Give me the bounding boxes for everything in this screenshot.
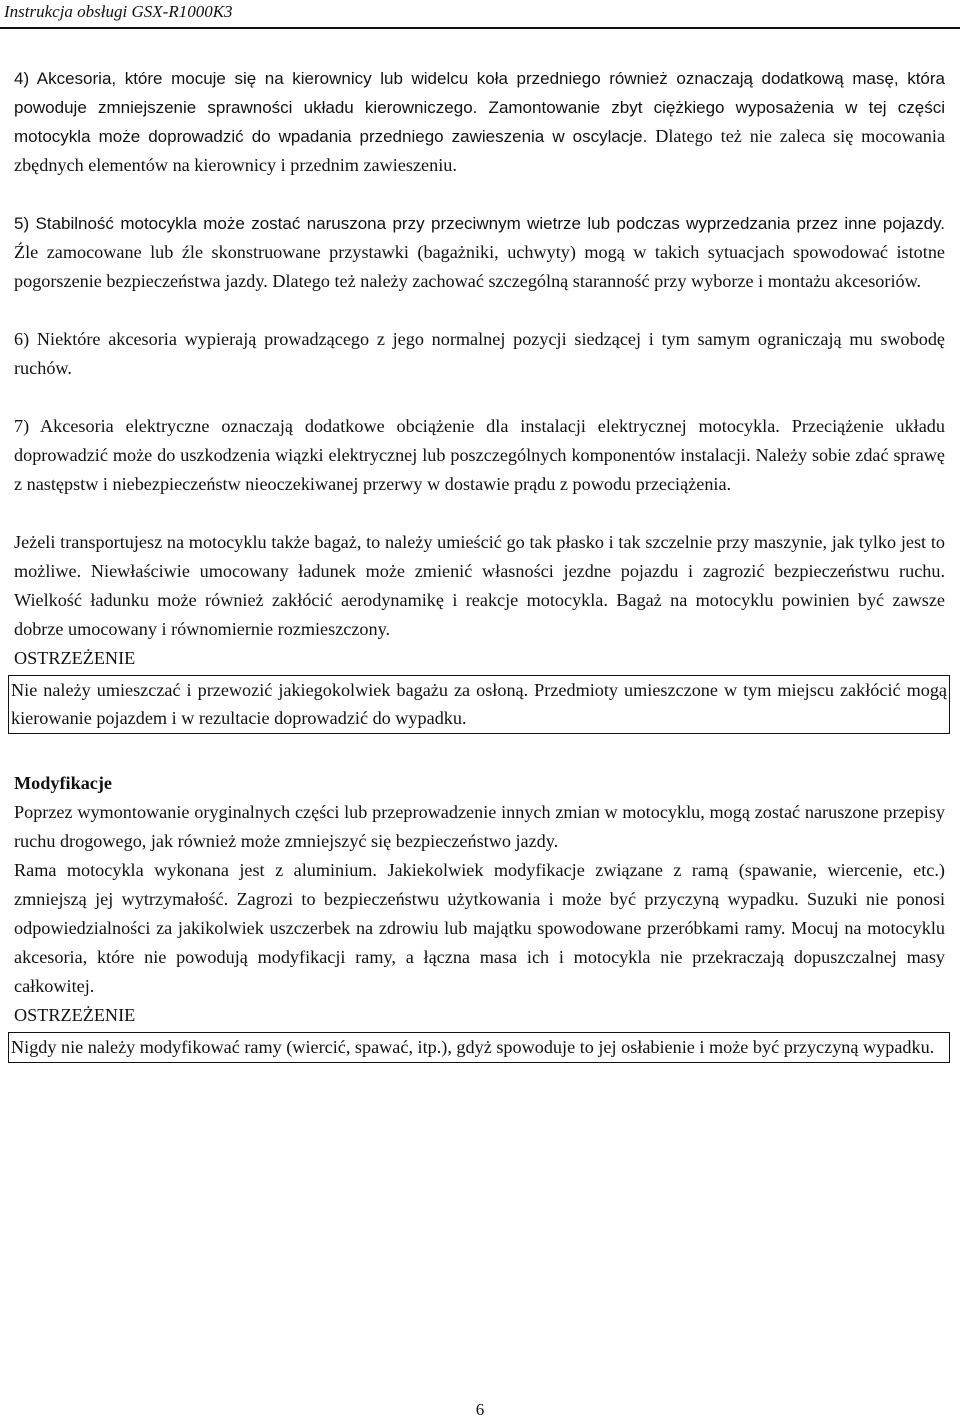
paragraph-item-6: 6) Niektóre akcesoria wypierają prowadzącego z jego normalnej pozycji siedzącej i tym samym ograniczają mu swobodę ruchów. <box>14 329 945 378</box>
section-heading-modifications: Modyfikacje <box>14 773 112 793</box>
paragraph-luggage: Jeżeli transportujesz na motocyklu także bagaż, to należy umieścić go tak płasko i tak szczelnie przy maszynie, jak tylko jest to możliwe. Niewłaściwie umocowany ładunek może zmienić własności jezdne pojazdu i zagrozić bezpieczeństwu ruchu. Wielkość ładunku może również zakłócić aerodynamikę i reakcje motocykla. Bagaż na motocyklu powinien być zawsze dobrze umocowany i równomiernie rozmieszczony. <box>14 532 945 639</box>
warning-text-luggage: Nie należy umieszczać i przewozić jakiegokolwiek bagażu za osłoną. Przedmioty umieszczone w tym miejscu zakłócić mogą kierowanie pojazdem i w rezultacie doprowadzić do wypadku. <box>11 680 947 728</box>
item-4-text-serif: Dlatego też nie zaleca się mocowania zbędnych elementów na kierownicy i przednim zawieszeniu. <box>14 126 946 175</box>
item-4-text-sans: 4) Akcesoria, które mocuje się na kierownicy lub widelcu koła przedniego również oznaczają dodatkową masę, która powoduje zmniejszenie sprawności układu kierowniczego. Zamontowanie zbyt ciężkiego wyposażenia w tej części motocykla może doprowadzić do wpadania przedniego zawieszenia w oscylacje. <box>14 69 945 146</box>
paragraph-modifications-1: Poprzez wymontowanie oryginalnych części lub przeprowadzenie innych zmian w motocyklu, mogą zostać naruszone przepisy ruchu drogowego, jak również może zmniejszyć się bezpieczeństwo jazdy. <box>14 802 945 851</box>
document-body <box>11 64 947 1063</box>
page-header <box>0 0 960 32</box>
warning-box-frame <box>8 1032 950 1063</box>
warning-label-luggage: OSTRZEŻENIE <box>14 648 136 668</box>
document-title: Instrukcja obsługi GSX-R1000K3 <box>4 2 233 21</box>
page-number: 6 <box>475 1400 485 1419</box>
paragraph-item-5 <box>14 209 945 296</box>
warning-label-frame: OSTRZEŻENIE <box>14 1005 136 1025</box>
header-divider <box>0 27 960 29</box>
paragraph-modifications-2: Rama motocykla wykonana jest z aluminium. Jakiekolwiek modyfikacje związane z ramą (spawanie, wiercenie, etc.) zmniejszą jej wytrzymałość. Zagrozi to bezpieczeństwu użytkowania i może być przyczyną wypadku. Suzuki nie ponosi odpowiedzialności za jakikolwiek uszczerbek na zdrowiu lub majątku spowodowane przeróbkami ramy. Mocuj na motocyklu akcesoria, które nie powodują modyfikacji ramy, a łączna masa ich i motocykla nie przekraczają dopuszczalnej masy całkowitej. <box>14 860 945 996</box>
paragraph-item-7: 7) Akcesoria elektryczne oznaczają dodatkowe obciążenie dla instalacji elektrycznej motocykla. Przeciążenie układu doprowadzić może do uszkodzenia wiązki elektrycznej lub poszczególnych komponentów instalacji. Należy sobie zdać sprawę z następstw i niebezpieczeństw nieoczekiwanej przerwy w dostawie prądu z powodu przeciążenia. <box>14 416 945 494</box>
paragraph-item-4 <box>14 64 945 180</box>
item-5-text-serif: Źle zamocowane lub źle skonstruowane przystawki (bagażniki, uchwyty) mogą w takich sytuacjach spowodować istotne pogorszenie bezpieczeństwa jazdy. Dlatego też należy zachować szczególną staranność przy wyborze i montażu akcesoriów. <box>14 242 945 291</box>
item-5-text-sans: 5) Stabilność motocykla może zostać naruszona przy przeciwnym wietrze lub podczas wyprzedzania przez inne pojazdy. <box>14 214 945 233</box>
warning-text-frame: Nigdy nie należy modyfikować ramy (wiercić, spawać, itp.), gdyż spowoduje to jej osłabienie i może być przyczyną wypadku. <box>11 1037 935 1057</box>
warning-box-luggage <box>8 675 950 734</box>
